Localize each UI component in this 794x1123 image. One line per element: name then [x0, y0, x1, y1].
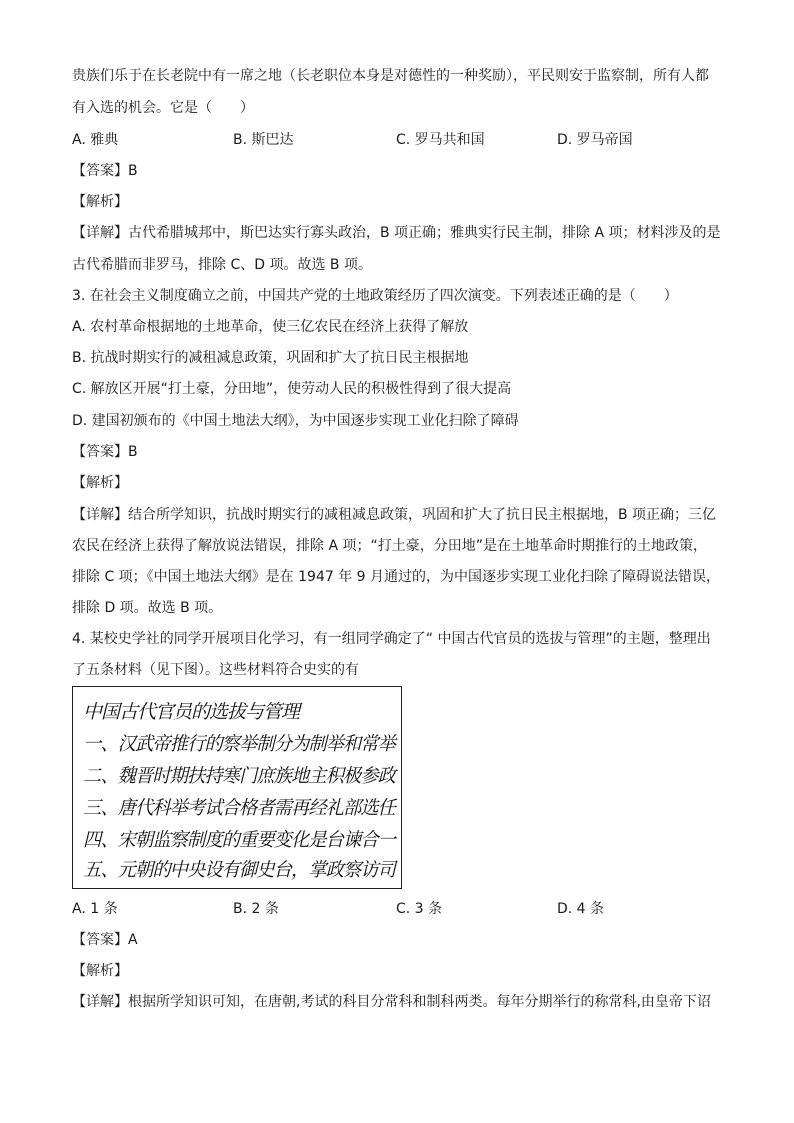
q4-option-b: B. 2 条: [233, 901, 279, 917]
q4-option-c: C. 3 条: [396, 901, 443, 917]
q2-detail-line-1: 【详解】古代希腊城邦中，斯巴达实行寡头政治，B 项正确；雅典实行民主制，排除 A 项；材料涉及的是: [72, 225, 721, 241]
q4-stem-line-2: 了五条材料（见下图）。这些材料符合史实的有: [72, 662, 359, 678]
q4-stem-line-1: 4. 某校史学社的同学开展项目化学习，有一组同学确定了“ 中国古代官员的选拔与管理”的主题，整理出: [72, 631, 711, 647]
q4-option-a: A. 1 条: [72, 901, 118, 917]
q2-option-a: A. 雅典: [72, 132, 119, 148]
q3-detail-line-3: 排除 C 项；《中国土地法大纲》是在 1947 年 9 月通过的，为中国逐步实现工业化扫除了障碍说法错误，: [72, 569, 721, 585]
q3-detail-line-4: 排除 D 项。故选 B 项。: [72, 600, 223, 616]
q3-analysis-heading: 【解析】: [72, 475, 128, 491]
q3-option-b: B. 抗战时期实行的减租减息政策，巩固和扩大了抗日民主根据地: [72, 350, 469, 366]
q4-analysis-heading: 【解析】: [72, 963, 128, 979]
q2-stem-line-2: 有入选的机会。它是（ ）: [72, 100, 254, 116]
q3-detail-line-1: 【详解】结合所学知识，抗战时期实行的减租减息政策，巩固和扩大了抗日民主根据地，B 项正确；三亿: [72, 507, 717, 523]
q2-stem-line-1: 贵族们乐于在长老院中有一席之地（长老职位本身是对德性的一种奖励），平民则安于监察制，所有人都: [72, 68, 709, 84]
q4-detail-line-1: 【详解】根据所学知识可知，在唐朝,考试的科目分常科和制科两类。每年分期举行的称常科,由皇帝下诏: [72, 994, 711, 1010]
q3-answer: 【答案】B: [72, 444, 138, 460]
q2-option-b: B. 斯巴达: [233, 132, 294, 148]
q4-answer: 【答案】A: [72, 932, 138, 948]
q2-detail-line-2: 古代希腊而非罗马，排除 C、D 项。故选 B 项。: [72, 257, 372, 273]
q2-answer: 【答案】B: [72, 163, 138, 179]
handwritten-material-image: [72, 686, 402, 889]
q3-stem: 3. 在社会主义制度确立之前，中国共产党的土地政策经历了四次演变。下列表述正确的是（ ）: [72, 288, 678, 304]
q2-option-c: C. 罗马共和国: [396, 132, 485, 148]
q3-option-c: C. 解放区开展“打土豪，分田地”，使劳动人民的积极性得到了很大提高: [72, 381, 512, 397]
q3-detail-line-2: 农民在经济上获得了解放说法错误，排除 A 项；“打土豪，分田地”是在土地革命时期推行的土地政策，: [72, 538, 707, 554]
handwritten-item-4: 四、宋朝监察制度的重要变化是台谏合一: [83, 829, 396, 851]
q2-analysis-heading: 【解析】: [72, 194, 128, 210]
handwritten-item-3: 三、唐代科举考试合格者需再经礼部选任: [83, 797, 396, 819]
handwritten-item-5: 五、元朝的中央设有御史台，掌政察访司: [83, 859, 396, 881]
handwritten-item-1: 一、汉武帝推行的察举制分为制举和常举: [83, 733, 396, 755]
handwritten-title: 中国古代官员的选拔与管理: [83, 701, 300, 723]
q2-option-d: D. 罗马帝国: [557, 132, 633, 148]
q3-option-d: D. 建国初颁布的《中国土地法大纲》，为中国逐步实现工业化扫除了障碍: [72, 413, 519, 429]
q4-option-d: D. 4 条: [557, 901, 605, 917]
handwritten-item-2: 二、魏晋时期扶持寒门庶族地主积极参政: [83, 765, 396, 787]
q3-option-a: A. 农村革命根据地的土地革命，使三亿农民在经济上获得了解放: [72, 319, 469, 335]
